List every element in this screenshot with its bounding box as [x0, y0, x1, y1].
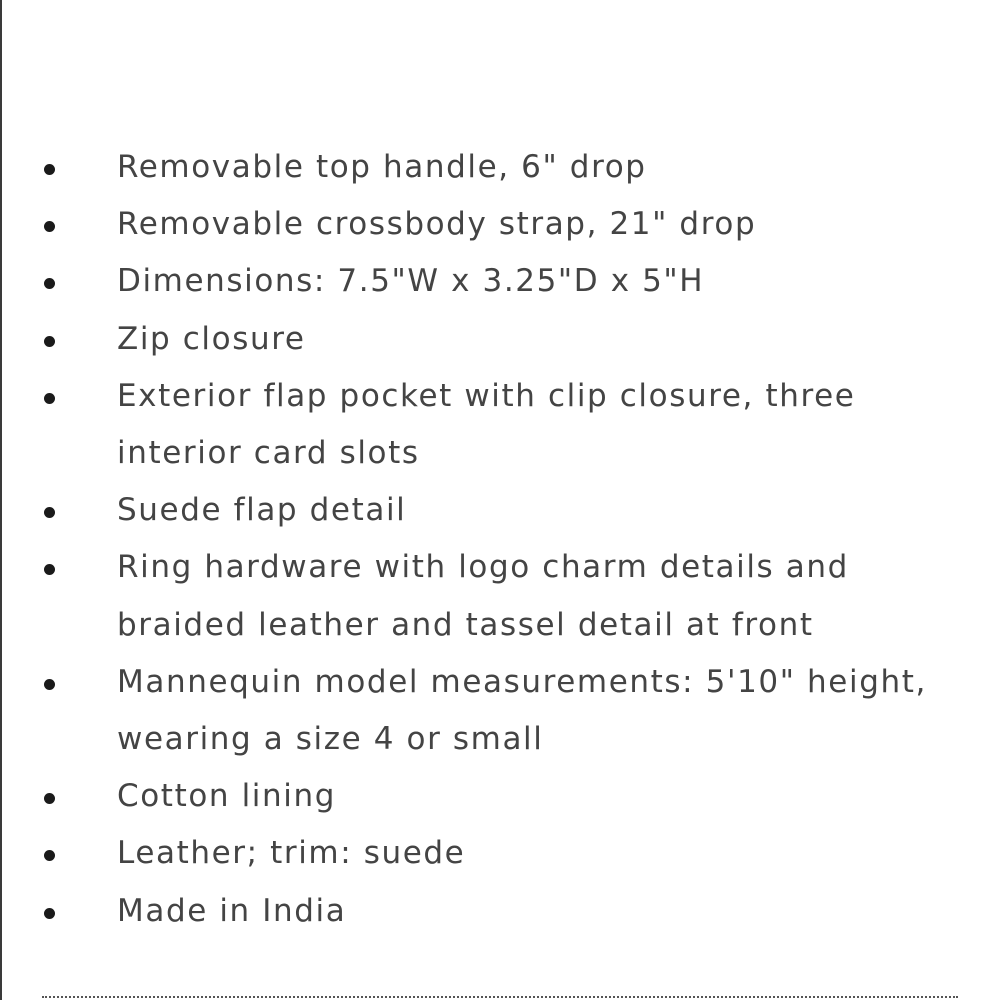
- list-item: [0, 768, 1000, 825]
- bullet-icon: [44, 850, 55, 861]
- bullet-icon: [44, 164, 55, 175]
- list-item-text: Exterior flap pocket with clip closure, three interior card slots: [117, 377, 856, 472]
- list-item: [0, 482, 1000, 539]
- list-item: [0, 311, 1000, 368]
- list-item-text: Zip closure: [117, 320, 306, 357]
- bullet-icon: [44, 564, 55, 575]
- bullet-icon: [44, 336, 55, 347]
- list-item-text: Removable crossbody strap, 21" drop: [117, 206, 757, 243]
- list-item: [0, 253, 1000, 310]
- list-item-text: Removable top handle, 6" drop: [117, 149, 647, 185]
- list-item: [0, 883, 1000, 940]
- list-item-text: Ring hardware with logo charm details and braided leather and tassel detail at front: [117, 549, 849, 643]
- bullet-icon: [44, 221, 55, 232]
- bullet-icon: [44, 679, 55, 690]
- list-item: [0, 368, 1000, 482]
- list-item-text: Dimensions: 7.5"W x 3.25"D x 5"H: [117, 263, 705, 300]
- list-item-text: Mannequin model measurements: 5'10" height, wearing a size 4 or small: [117, 663, 927, 758]
- list-item: [0, 196, 1000, 253]
- list-item: [0, 654, 1000, 768]
- bullet-icon: [44, 393, 55, 404]
- product-details-list: [0, 139, 1000, 940]
- bullet-icon: [44, 507, 55, 518]
- list-item-text: Suede flap detail: [117, 492, 407, 529]
- list-item-text: Made in India: [117, 892, 347, 929]
- bullet-icon: [44, 793, 55, 804]
- section-divider: [42, 996, 958, 998]
- list-item: [0, 825, 1000, 882]
- bullet-icon: [44, 908, 55, 919]
- list-item-text: Leather; trim: suede: [117, 835, 466, 872]
- list-item: [0, 539, 1000, 653]
- list-item: [0, 139, 1000, 196]
- list-item-text: Cotton lining: [117, 778, 337, 815]
- bullet-icon: [44, 278, 55, 289]
